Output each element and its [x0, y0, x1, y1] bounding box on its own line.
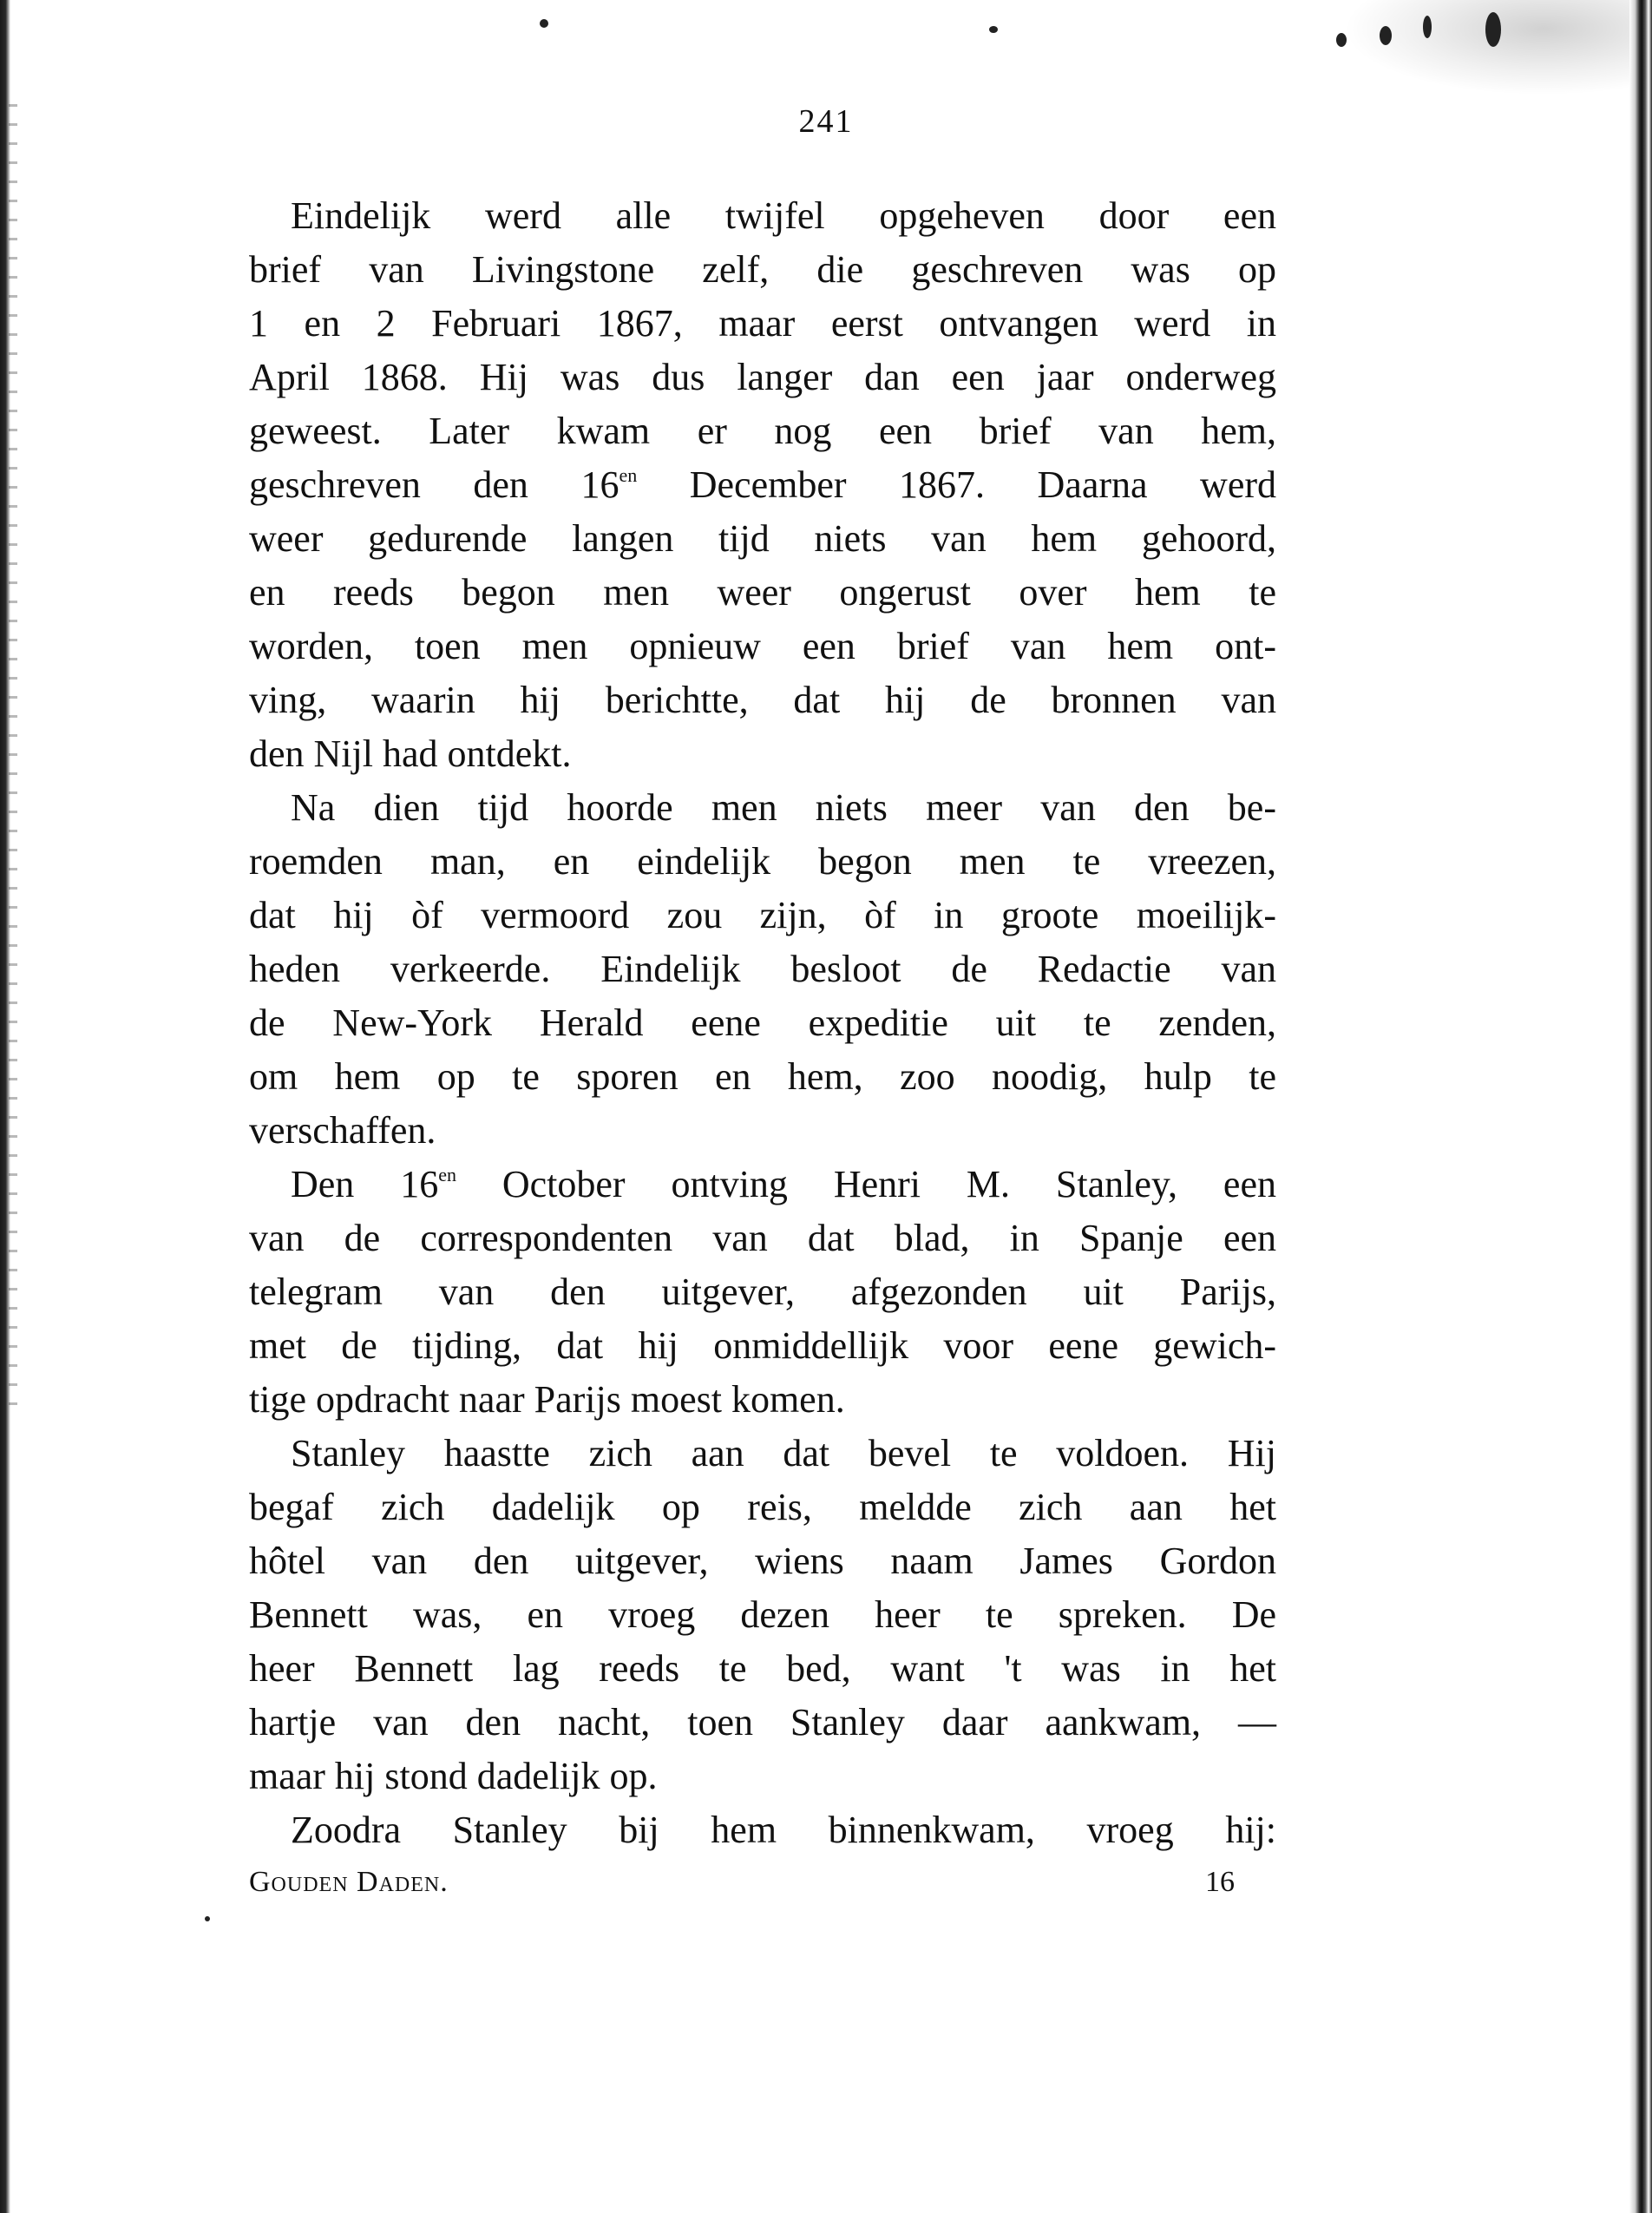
- text-line: April 1868. Hij was dus langer dan een jaar onderweg: [249, 356, 1276, 398]
- text-line: geweest. Later kwam er nog een brief van hem,: [249, 410, 1276, 452]
- text-line: weer gedurende langen tijd niets van hem gehoord,: [249, 517, 1276, 560]
- text-line: Zoodra Stanley bij hem binnenkwam, vroeg hij:: [291, 1809, 1276, 1851]
- text-line-segment: geschreven den 16: [249, 463, 620, 506]
- text-line: heden verkeerde. Eindelijk besloot de Redactie van: [249, 948, 1276, 990]
- text-line: en reeds begon men weer ongerust over hem te: [249, 571, 1276, 614]
- scan-edge-right: [1629, 0, 1652, 2213]
- text-line: van de correspondenten van dat blad, in Spanje een: [249, 1217, 1276, 1259]
- ink-speck: [1423, 16, 1432, 38]
- text-line: worden, toen men opnieuw een brief van hem ont-: [249, 625, 1276, 667]
- text-line: Na dien tijd hoorde men niets meer van den be-: [291, 786, 1276, 829]
- page-footer: [249, 1861, 1235, 1904]
- text-line: [249, 1158, 1276, 1212]
- text-line: verschaffen.: [249, 1109, 436, 1152]
- text-line-segment: Den 16: [291, 1163, 439, 1205]
- body-text: [249, 189, 1276, 1857]
- text-line: hartje van den nacht, toen Stanley daar aankwam, —: [249, 1701, 1276, 1743]
- ink-speck: [205, 1916, 210, 1921]
- signature-mark: 16: [1205, 1866, 1235, 1898]
- running-title: Gouden Daden.: [249, 1866, 449, 1898]
- ink-speck: [1336, 33, 1347, 47]
- text-line: Bennett was, en vroeg dezen heer te spreken. De: [249, 1593, 1276, 1636]
- ink-speck: [1380, 26, 1392, 45]
- text-line: brief van Livingstone zelf, die geschreven was op: [249, 248, 1276, 291]
- text-line: telegram van den uitgever, afgezonden uit Parijs,: [249, 1271, 1276, 1313]
- text-line: ving, waarin hij berichtte, dat hij de bronnen van: [249, 679, 1276, 721]
- scan-edge-specks: [9, 104, 17, 1406]
- text-line: Eindelijk werd alle twijfel opgeheven door een: [291, 194, 1276, 237]
- text-line: roemden man, en eindelijk begon men te vreezen,: [249, 840, 1276, 883]
- text-line: begaf zich dadelijk op reis, meldde zich aan het: [249, 1486, 1276, 1528]
- ordinal-superscript: en: [438, 1164, 456, 1185]
- text-line: [249, 458, 1276, 512]
- ink-speck: [989, 26, 998, 33]
- scan-corner-smudge: [1343, 0, 1629, 95]
- text-line-segment: December 1867. Daarna werd: [637, 463, 1277, 506]
- page-number: 241: [798, 103, 854, 140]
- text-line: heer Bennett lag reeds te bed, want 't was in het: [249, 1647, 1276, 1690]
- ink-speck: [540, 19, 548, 28]
- text-line: den Nijl had ontdekt.: [249, 732, 572, 775]
- text-line: maar hij stond dadelijk op.: [249, 1755, 658, 1797]
- ordinal-superscript: en: [619, 464, 638, 486]
- text-line: 1 en 2 Februari 1867, maar eerst ontvangen werd in: [249, 302, 1276, 345]
- text-line: om hem op te sporen en hem, zoo noodig, hulp te: [249, 1055, 1276, 1098]
- text-line: dat hij òf vermoord zou zijn, òf in groote moeilijk-: [249, 894, 1276, 936]
- text-line-segment: October ontving Henri M. Stanley, een: [456, 1163, 1276, 1205]
- text-line: hôtel van den uitgever, wiens naam James Gordon: [249, 1540, 1276, 1582]
- text-line: tige opdracht naar Parijs moest komen.: [249, 1378, 845, 1421]
- ink-speck: [1485, 12, 1501, 47]
- text-line: met de tijding, dat hij onmiddellijk voor eene gewich-: [249, 1324, 1276, 1367]
- text-line: Stanley haastte zich aan dat bevel te voldoen. Hij: [291, 1432, 1276, 1474]
- text-line: de New-York Herald eene expeditie uit te zenden,: [249, 1001, 1276, 1044]
